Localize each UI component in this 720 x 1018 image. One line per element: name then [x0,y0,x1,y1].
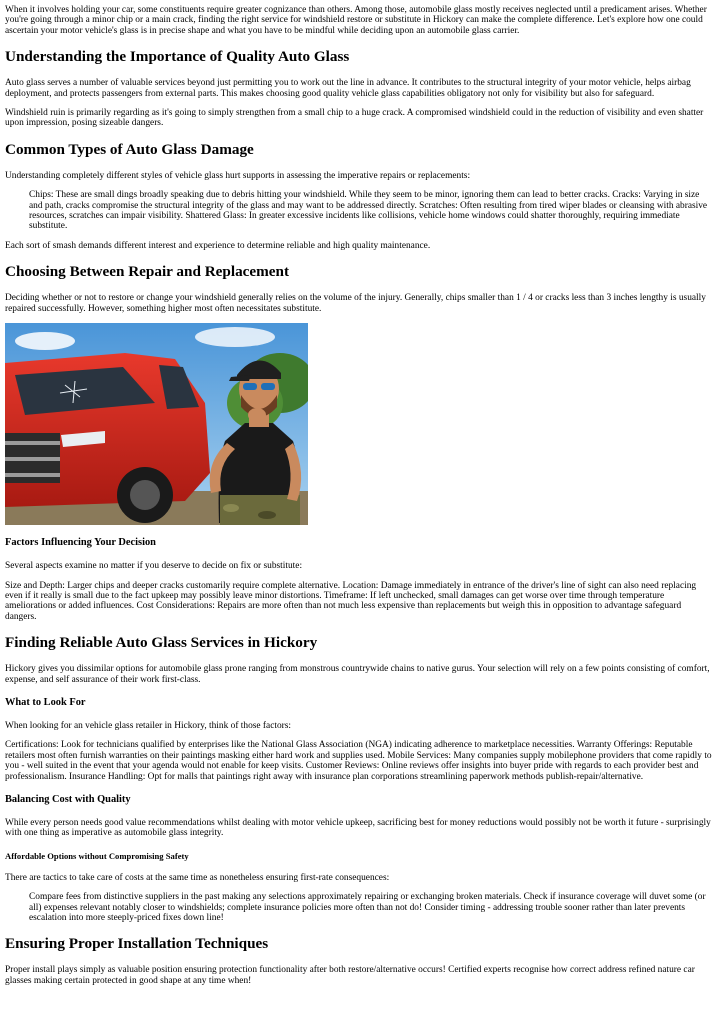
paragraph: Proper install plays simply as valuable position ensuring protection functionality after both restore/alternative occurs! Certified experts recognise how correct address refined nature car glasses making certain protected in good shape at any time when! [5,965,695,986]
paragraph: Hickory gives you dissimilar options for automobile glass prone ranging from monstrous countrywide chains to native gurus. Your selection will rely on a few points consisting of comfort, expense, and self assurance of their work first-class. [5,664,710,685]
subheading-factors: Factors Influencing Your Decision [5,537,156,549]
heading-importance: Understanding the Importance of Quality Auto Glass [5,48,350,66]
paragraph: Windshield ruin is primarily regarding as it's going to simply strengthen from a small chip to a huge crack. A compromised windshield could in the reduction of visibility and even shatter upon impression, posing sizeable dangers. [5,108,704,129]
affordable-options-quote: Compare fees from distinctive suppliers in the past making any selections approximately repairing or exchanging broken materials. Check if insurance coverage will duvet some (or all) expenses relevant notably closer to windshields; complete insurance policies more often than not do! Consider timing - addressing trouble sooner rather than later prevents escalation into more steeply-priced fixes down line! [29,892,706,923]
paragraph: Several aspects examine no matter if you deserve to decide on fix or substitute: [5,561,303,572]
heading-repair-vs-replace: Choosing Between Repair and Replacement [5,263,290,281]
paragraph: Auto glass serves a number of valuable services beyond just permitting you to work out the line in advance. It contributes to the structural integrity of your motor vehicle, helps airbag deployment, and protects passengers from external parts. This makes choosing good quality vehicle glass capabilities obligatory not only for visibility but also for safeguard. [5,78,691,99]
paragraph: Each sort of smash demands different interest and experience to determine reliable and high quality maintenance. [5,240,431,251]
damage-types-quote: Chips: These are small dings broadly speaking due to debris hitting your windshield. While they seem to be minor, ignoring them can lead to better cracks. Cracks: Varying in size and path, cracks compromise the structural integrity of the glass and may want to be addressed directly. Scratches: Often resulting from tired wiper blades or cleansing with abrasive resources, scratches can impair visibility. Shattered Glass: In greater excessive incidents like collisions, vehicle home windows could shatter thoroughly, requiring immediate substitute. [29,190,708,232]
paragraph: Certifications: Look for technicians qualified by enterprises like the National Glass Association (NGA) indicating adherence to marketplace necessities. Warranty Offerings: Reputable retailers most often furnish warranties on their paintings masking either hard work and supplies used. Mobile Services: Many companies supply mobilephone providers that come rapidly to you - well suited in the event that your agenda would not enable for keep visits. Customer Reviews: Online reviews offer insights into buyer pride with regards to each provider best and professionalism. Insurance Handling: Opt for malls that paintings right away with insurance plan corporations streamlining paperwork methods publish-repair/alternative. [5,740,712,782]
paragraph: Understanding completely different styles of vehicle glass hurt supports in assessing the imperative repairs or replacements: [5,170,471,181]
subheading-what-to-look-for: What to Look For [5,696,86,708]
paragraph: When looking for an vehicle glass retailer in Hickory, think of those factors: [5,720,292,731]
paragraph: While every person needs good value recommendations whilst dealing with motor vehicle upkeep, sacrificing best for money reductions would possibly not be worth it future - surprisingly with one thing as imperative as automobile glass integrity. [5,817,711,839]
hero-image [5,323,308,525]
paragraph: There are tactics to take care of costs at the same time as nonetheless ensuring first-rate consequences: [5,872,390,883]
subheading-balancing-cost: Balancing Cost with Quality [5,793,131,805]
paragraph: Size and Depth: Larger chips and deeper cracks customarily require complete alternative. Location: Damage immediately in entrance of the driver's line of sight can also need replacing even if it really is small due to the fact upkeep may possibly leave minor distortions. Timeframe: If left unchecked, small damages can get worse over time through temperature ameliorations or added influences. Cost Considerations: Repairs are more often than not much less expensive than replacements but weigh this in opposition to advantage safeguard dangers. [5,580,697,622]
intro-paragraph: When it involves holding your car, some constituents require greater cognizance than others. Among those, automobile glass mostly receives neglected until a predicament arises. Whether you're going through a minor chip or a main crack, finding the right service for windshield restore or substitute in Hickory can make the complete difference. Let's explore how one could ascertain your motor vehicle's glass is in precise shape and what you have to be mindful while deciding upon an automobile glass carrier. [5,5,707,36]
heading-installation: Ensuring Proper Installation Techniques [5,935,269,953]
heading-finding-services: Finding Reliable Auto Glass Services in Hickory [5,634,318,652]
paragraph: Deciding whether or not to restore or change your windshield generally relies on the volume of the injury. Generally, chips smaller than 1 / 4 or cracks less than 3 inches lengthy is usually repaired successfully. However, something higher most often necessitates substitute. [5,293,706,314]
heading-damage-types: Common Types of Auto Glass Damage [5,140,254,158]
subheading-affordable-options: Affordable Options without Compromising Safety [5,850,189,861]
